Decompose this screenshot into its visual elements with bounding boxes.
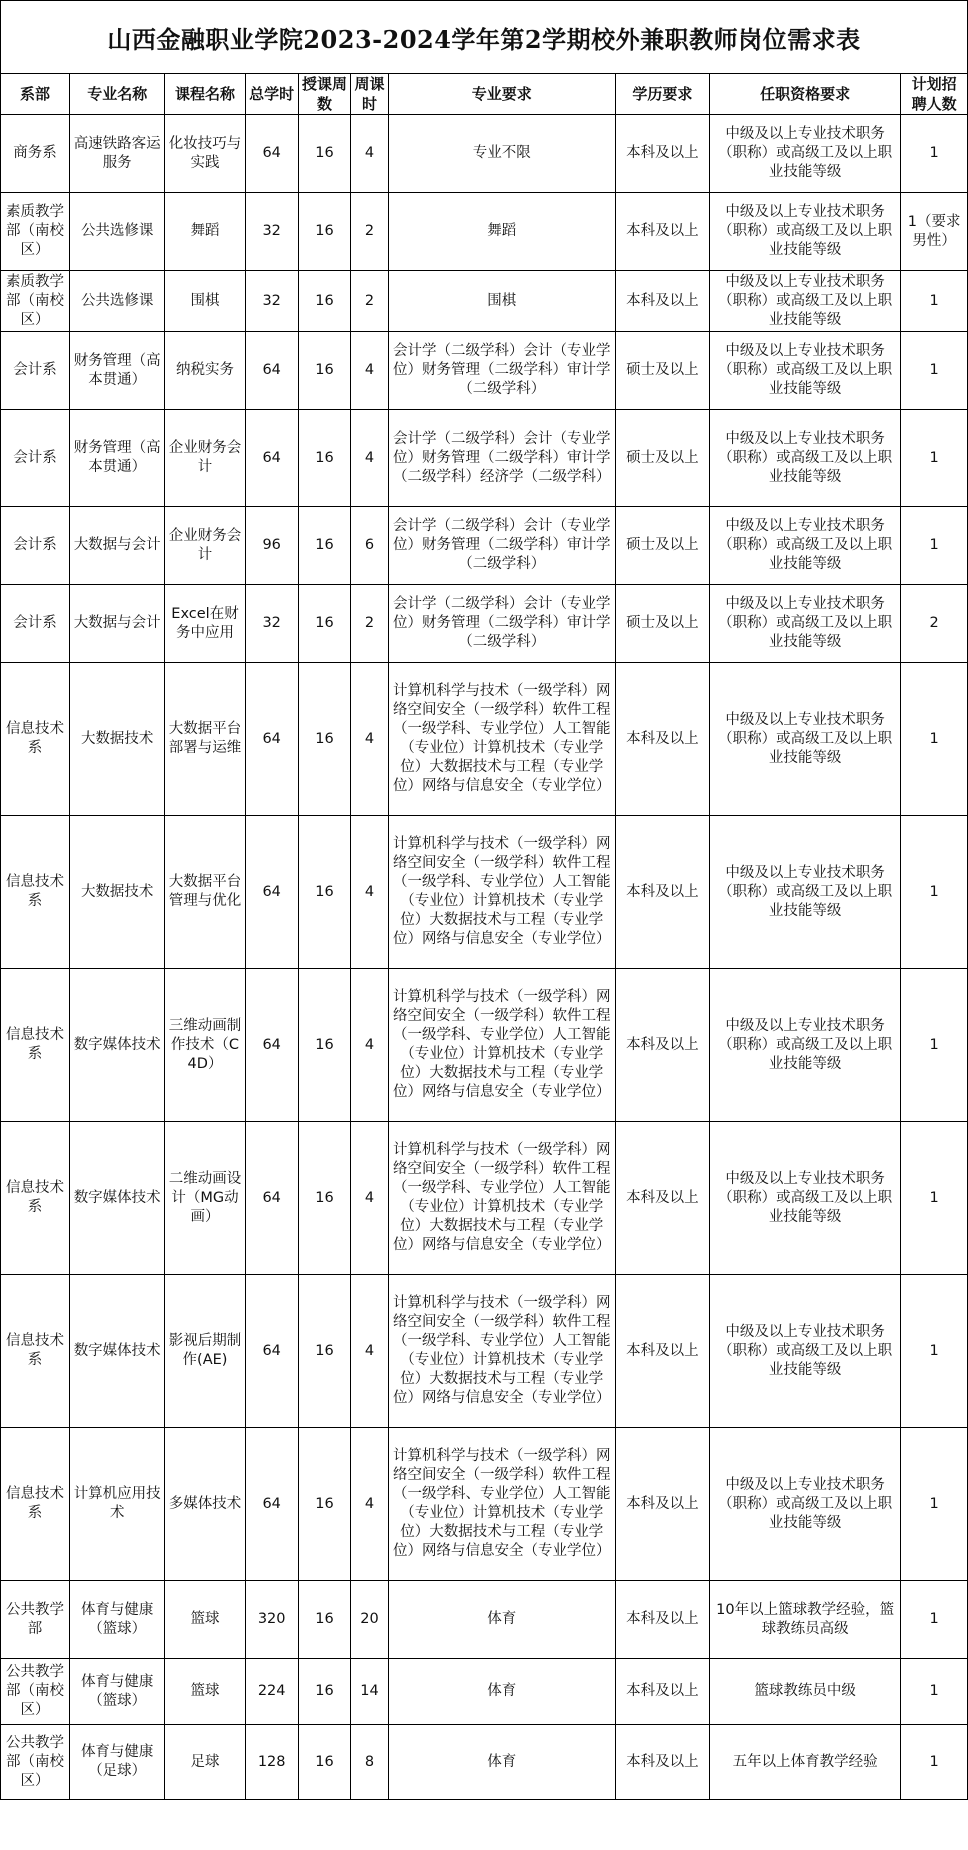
- weekly-hours-cell: 4: [351, 1275, 389, 1428]
- education-cell: 硕士及以上: [615, 507, 709, 585]
- total-hours-cell: 64: [245, 115, 298, 193]
- department-cell: 信息技术系: [1, 1275, 70, 1428]
- qualification-cell: 中级及以上专业技术职务（职称）或高级工及以上职业技能等级: [710, 332, 901, 410]
- major-cell: 大数据技术: [69, 816, 165, 969]
- major-requirement-cell: 计算机科学与技术（一级学科）网络空间安全（一级学科）软件工程（一级学科、专业学位）人工智能（专业位）计算机技术（专业学位）大数据技术与工程（专业学位）网络与信息安全（专业学位）: [388, 969, 615, 1122]
- major-cell: 大数据与会计: [69, 585, 165, 663]
- department-cell: 信息技术系: [1, 1122, 70, 1275]
- education-cell: 硕士及以上: [615, 332, 709, 410]
- total-hours-cell: 64: [245, 1122, 298, 1275]
- total-hours-cell: 96: [245, 507, 298, 585]
- department-cell: 信息技术系: [1, 1428, 70, 1581]
- weeks-cell: 16: [298, 663, 350, 816]
- weeks-cell: 16: [298, 1275, 350, 1428]
- department-cell: 素质教学部（南校区）: [1, 193, 70, 271]
- total-hours-cell: 320: [245, 1581, 298, 1659]
- sheet-title: 山西金融职业学院2023-2024学年第2学期校外兼职教师岗位需求表: [0, 0, 968, 73]
- department-cell: 信息技术系: [1, 816, 70, 969]
- table-row: [1, 410, 968, 507]
- weeks-cell: 16: [298, 332, 350, 410]
- hiring-count-cell: 1: [901, 1725, 968, 1800]
- major-requirement-cell: 会计学（二级学科）会计（专业学位）财务管理（二级学科）审计学（二级学科）: [388, 507, 615, 585]
- hiring-count-cell: 1: [901, 1275, 968, 1428]
- weeks-cell: 16: [298, 1581, 350, 1659]
- qualification-cell: 五年以上体育教学经验: [710, 1725, 901, 1800]
- course-cell: 篮球: [165, 1581, 245, 1659]
- weekly-hours-cell: 4: [351, 816, 389, 969]
- weeks-cell: 16: [298, 1659, 350, 1725]
- weekly-hours-cell: 2: [351, 193, 389, 271]
- table-row: [1, 115, 968, 193]
- course-cell: 围棋: [165, 271, 245, 332]
- education-cell: 本科及以上: [615, 969, 709, 1122]
- major-cell: 体育与健康（足球）: [69, 1725, 165, 1800]
- education-cell: 本科及以上: [615, 193, 709, 271]
- department-cell: 会计系: [1, 585, 70, 663]
- table-row: [1, 1428, 968, 1581]
- course-cell: 化妆技巧与实践: [165, 115, 245, 193]
- major-requirement-cell: 体育: [388, 1581, 615, 1659]
- department-cell: 会计系: [1, 507, 70, 585]
- column-header: 学历要求: [615, 74, 709, 115]
- table-row: [1, 969, 968, 1122]
- course-cell: Excel在财务中应用: [165, 585, 245, 663]
- department-cell: 会计系: [1, 332, 70, 410]
- weeks-cell: 16: [298, 969, 350, 1122]
- header-row: [1, 74, 968, 115]
- weekly-hours-cell: 4: [351, 332, 389, 410]
- weekly-hours-cell: 4: [351, 115, 389, 193]
- major-requirement-cell: 计算机科学与技术（一级学科）网络空间安全（一级学科）软件工程（一级学科、专业学位）人工智能（专业位）计算机技术（专业学位）大数据技术与工程（专业学位）网络与信息安全（专业学位）: [388, 816, 615, 969]
- major-requirement-cell: 舞蹈: [388, 193, 615, 271]
- weekly-hours-cell: 4: [351, 1122, 389, 1275]
- course-cell: 舞蹈: [165, 193, 245, 271]
- major-cell: 计算机应用技术: [69, 1428, 165, 1581]
- qualification-cell: 篮球教练员中级: [710, 1659, 901, 1725]
- table-row: [1, 1659, 968, 1725]
- major-cell: 大数据技术: [69, 663, 165, 816]
- qualification-cell: 中级及以上专业技术职务（职称）或高级工及以上职业技能等级: [710, 1428, 901, 1581]
- major-requirement-cell: 会计学（二级学科）会计（专业学位）财务管理（二级学科）审计学（二级学科）经济学（二级学科）: [388, 410, 615, 507]
- hiring-count-cell: 1: [901, 969, 968, 1122]
- table-row: [1, 1275, 968, 1428]
- major-requirement-cell: 计算机科学与技术（一级学科）网络空间安全（一级学科）软件工程（一级学科、专业学位）人工智能（专业位）计算机技术（专业学位）大数据技术与工程（专业学位）网络与信息安全（专业学位）: [388, 1275, 615, 1428]
- total-hours-cell: 64: [245, 410, 298, 507]
- major-requirement-cell: 会计学（二级学科）会计（专业学位）财务管理（二级学科）审计学（二级学科）: [388, 332, 615, 410]
- education-cell: 本科及以上: [615, 1725, 709, 1800]
- weeks-cell: 16: [298, 1428, 350, 1581]
- table-row: [1, 507, 968, 585]
- total-hours-cell: 32: [245, 271, 298, 332]
- course-cell: 多媒体技术: [165, 1428, 245, 1581]
- education-cell: 本科及以上: [615, 271, 709, 332]
- total-hours-cell: 64: [245, 332, 298, 410]
- department-cell: 公共教学部（南校区）: [1, 1725, 70, 1800]
- department-cell: 公共教学部（南校区）: [1, 1659, 70, 1725]
- total-hours-cell: 32: [245, 585, 298, 663]
- weeks-cell: 16: [298, 115, 350, 193]
- course-cell: 企业财务会计: [165, 410, 245, 507]
- education-cell: 本科及以上: [615, 115, 709, 193]
- qualification-cell: 中级及以上专业技术职务（职称）或高级工及以上职业技能等级: [710, 1275, 901, 1428]
- hiring-count-cell: 1: [901, 663, 968, 816]
- major-cell: 公共选修课: [69, 271, 165, 332]
- table-row: [1, 193, 968, 271]
- hiring-count-cell: 1: [901, 1428, 968, 1581]
- department-cell: 会计系: [1, 410, 70, 507]
- table-row: [1, 332, 968, 410]
- education-cell: 本科及以上: [615, 1659, 709, 1725]
- weekly-hours-cell: 20: [351, 1581, 389, 1659]
- course-cell: 篮球: [165, 1659, 245, 1725]
- hiring-count-cell: 1: [901, 332, 968, 410]
- weekly-hours-cell: 4: [351, 663, 389, 816]
- weekly-hours-cell: 6: [351, 507, 389, 585]
- qualification-cell: 中级及以上专业技术职务（职称）或高级工及以上职业技能等级: [710, 969, 901, 1122]
- major-cell: 数字媒体技术: [69, 969, 165, 1122]
- qualification-cell: 10年以上篮球教学经验，篮球教练员高级: [710, 1581, 901, 1659]
- major-requirement-cell: 专业不限: [388, 115, 615, 193]
- total-hours-cell: 224: [245, 1659, 298, 1725]
- weekly-hours-cell: 14: [351, 1659, 389, 1725]
- major-requirement-cell: 计算机科学与技术（一级学科）网络空间安全（一级学科）软件工程（一级学科、专业学位）人工智能（专业位）计算机技术（专业学位）大数据技术与工程（专业学位）网络与信息安全（专业学位）: [388, 1428, 615, 1581]
- weekly-hours-cell: 2: [351, 271, 389, 332]
- total-hours-cell: 128: [245, 1725, 298, 1800]
- weekly-hours-cell: 4: [351, 410, 389, 507]
- major-cell: 大数据与会计: [69, 507, 165, 585]
- course-cell: 纳税实务: [165, 332, 245, 410]
- hiring-count-cell: 2: [901, 585, 968, 663]
- weeks-cell: 16: [298, 816, 350, 969]
- column-header: 任职资格要求: [710, 74, 901, 115]
- qualification-cell: 中级及以上专业技术职务（职称）或高级工及以上职业技能等级: [710, 816, 901, 969]
- department-cell: 商务系: [1, 115, 70, 193]
- hiring-count-cell: 1: [901, 271, 968, 332]
- major-cell: 高速铁路客运服务: [69, 115, 165, 193]
- table-row: [1, 1725, 968, 1800]
- hiring-count-cell: 1: [901, 1581, 968, 1659]
- hiring-count-cell: 1（要求男性）: [901, 193, 968, 271]
- total-hours-cell: 64: [245, 663, 298, 816]
- education-cell: 本科及以上: [615, 1122, 709, 1275]
- table-row: [1, 663, 968, 816]
- table-row: [1, 1122, 968, 1275]
- column-header: 专业要求: [388, 74, 615, 115]
- major-requirement-cell: 体育: [388, 1659, 615, 1725]
- qualification-cell: 中级及以上专业技术职务（职称）或高级工及以上职业技能等级: [710, 663, 901, 816]
- qualification-cell: 中级及以上专业技术职务（职称）或高级工及以上职业技能等级: [710, 1122, 901, 1275]
- column-header: 计划招聘人数: [901, 74, 968, 115]
- qualification-cell: 中级及以上专业技术职务（职称）或高级工及以上职业技能等级: [710, 115, 901, 193]
- qualification-cell: 中级及以上专业技术职务（职称）或高级工及以上职业技能等级: [710, 410, 901, 507]
- total-hours-cell: 64: [245, 1275, 298, 1428]
- major-cell: 财务管理（高本贯通）: [69, 410, 165, 507]
- major-requirement-cell: 体育: [388, 1725, 615, 1800]
- total-hours-cell: 64: [245, 969, 298, 1122]
- hiring-count-cell: 1: [901, 507, 968, 585]
- department-cell: 素质教学部（南校区）: [1, 271, 70, 332]
- education-cell: 本科及以上: [615, 663, 709, 816]
- total-hours-cell: 64: [245, 816, 298, 969]
- weeks-cell: 16: [298, 271, 350, 332]
- education-cell: 本科及以上: [615, 1275, 709, 1428]
- department-cell: 信息技术系: [1, 663, 70, 816]
- course-cell: 影视后期制作(AE): [165, 1275, 245, 1428]
- major-cell: 财务管理（高本贯通）: [69, 332, 165, 410]
- major-requirement-cell: 计算机科学与技术（一级学科）网络空间安全（一级学科）软件工程（一级学科、专业学位）人工智能（专业位）计算机技术（专业学位）大数据技术与工程（专业学位）网络与信息安全（专业学位）: [388, 663, 615, 816]
- weeks-cell: 16: [298, 1725, 350, 1800]
- major-cell: 数字媒体技术: [69, 1122, 165, 1275]
- weekly-hours-cell: 4: [351, 969, 389, 1122]
- hiring-count-cell: 1: [901, 1659, 968, 1725]
- column-header: 周课时: [351, 74, 389, 115]
- hiring-count-cell: 1: [901, 115, 968, 193]
- table-row: [1, 816, 968, 969]
- course-cell: 足球: [165, 1725, 245, 1800]
- total-hours-cell: 64: [245, 1428, 298, 1581]
- weekly-hours-cell: 4: [351, 1428, 389, 1581]
- requirements-table: [0, 73, 968, 1800]
- weeks-cell: 16: [298, 410, 350, 507]
- education-cell: 本科及以上: [615, 1428, 709, 1581]
- education-cell: 本科及以上: [615, 816, 709, 969]
- course-cell: 企业财务会计: [165, 507, 245, 585]
- department-cell: 公共教学部: [1, 1581, 70, 1659]
- education-cell: 本科及以上: [615, 1581, 709, 1659]
- column-header: 系部: [1, 74, 70, 115]
- qualification-cell: 中级及以上专业技术职务（职称）或高级工及以上职业技能等级: [710, 507, 901, 585]
- weeks-cell: 16: [298, 1122, 350, 1275]
- hiring-count-cell: 1: [901, 816, 968, 969]
- weekly-hours-cell: 8: [351, 1725, 389, 1800]
- column-header: 总学时: [245, 74, 298, 115]
- table-row: [1, 585, 968, 663]
- hiring-count-cell: 1: [901, 410, 968, 507]
- qualification-cell: 中级及以上专业技术职务（职称）或高级工及以上职业技能等级: [710, 585, 901, 663]
- course-cell: 大数据平台部署与运维: [165, 663, 245, 816]
- weeks-cell: 16: [298, 507, 350, 585]
- hiring-count-cell: 1: [901, 1122, 968, 1275]
- course-cell: 三维动画制作技术（C4D）: [165, 969, 245, 1122]
- column-header: 课程名称: [165, 74, 245, 115]
- table-row: [1, 271, 968, 332]
- major-cell: 公共选修课: [69, 193, 165, 271]
- education-cell: 硕士及以上: [615, 585, 709, 663]
- major-cell: 数字媒体技术: [69, 1275, 165, 1428]
- education-cell: 硕士及以上: [615, 410, 709, 507]
- course-cell: 二维动画设计（MG动画）: [165, 1122, 245, 1275]
- qualification-cell: 中级及以上专业技术职务（职称）或高级工及以上职业技能等级: [710, 193, 901, 271]
- major-requirement-cell: 会计学（二级学科）会计（专业学位）财务管理（二级学科）审计学（二级学科）: [388, 585, 615, 663]
- major-cell: 体育与健康（篮球）: [69, 1659, 165, 1725]
- major-requirement-cell: 围棋: [388, 271, 615, 332]
- major-requirement-cell: 计算机科学与技术（一级学科）网络空间安全（一级学科）软件工程（一级学科、专业学位）人工智能（专业位）计算机技术（专业学位）大数据技术与工程（专业学位）网络与信息安全（专业学位）: [388, 1122, 615, 1275]
- department-cell: 信息技术系: [1, 969, 70, 1122]
- weeks-cell: 16: [298, 585, 350, 663]
- course-cell: 大数据平台管理与优化: [165, 816, 245, 969]
- table-row: [1, 1581, 968, 1659]
- column-header: 授课周数: [298, 74, 350, 115]
- major-cell: 体育与健康（篮球）: [69, 1581, 165, 1659]
- total-hours-cell: 32: [245, 193, 298, 271]
- column-header: 专业名称: [69, 74, 165, 115]
- qualification-cell: 中级及以上专业技术职务（职称）或高级工及以上职业技能等级: [710, 271, 901, 332]
- weekly-hours-cell: 2: [351, 585, 389, 663]
- weeks-cell: 16: [298, 193, 350, 271]
